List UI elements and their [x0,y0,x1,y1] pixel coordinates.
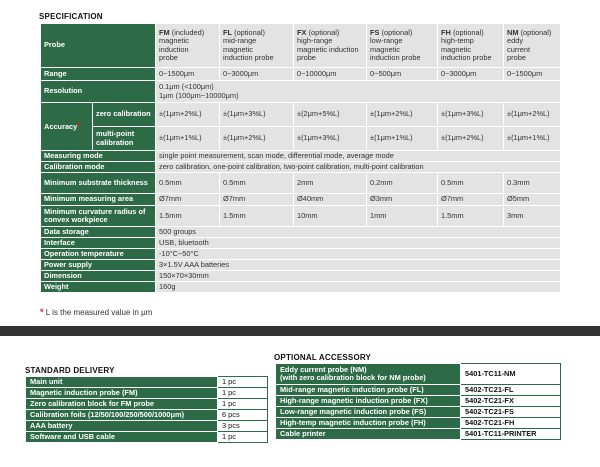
range-value: 0~3000μm [220,68,294,81]
min-curvature-row [41,206,561,227]
accuracy-zero-value: ±(1μm+3%L) [438,103,504,127]
calibration-mode-label: Calibration mode [41,162,156,173]
delivery-item-name: Zero calibration block for FM probe [26,399,218,410]
measuring-mode-row [41,151,561,162]
delivery-item-qty: 1 pc [218,377,268,388]
accessory-item-name: High-temp magnetic induction probe (FH) [276,418,461,429]
calibration-mode-row [41,162,561,173]
specification-table [40,23,561,293]
min-area-value: Ø5mm [504,194,561,206]
power-value: 3×1.5V AAA batteries [156,260,561,271]
min-substrate-value: 0.5mm [156,173,220,194]
accessory-item-name: High-range magnetic induction probe (FX) [276,396,461,407]
accessory-item [276,418,561,429]
accuracy-multi-value: ±(1μm+2%L) [220,127,294,151]
min-substrate-value: 0.3mm [504,173,561,194]
accuracy-zero-value: ±(1μm+3%L) [220,103,294,127]
dimension-label: Dimension [41,271,156,282]
accessory-item-name: Cable printer [276,429,461,440]
interface-label: Interface [41,238,156,249]
accuracy-multi-value: ±(1μm+1%L) [367,127,438,151]
probe-fs: FS (optional) low-range magnetic induction probe [367,24,438,68]
data-storage-row [41,227,561,238]
probe-nm: NM (optional) eddy current probe [504,24,561,68]
op-temp-value: -10°C~50°C [156,249,561,260]
accuracy-multi-value: ±(1μm+2%L) [438,127,504,151]
delivery-item [26,432,268,443]
data-storage-label: Data storage [41,227,156,238]
min-substrate-label: Minimum substrate thickness [41,173,156,194]
accessory-item [276,407,561,418]
min-curvature-value: 10mm [294,206,367,227]
min-curvature-value: 1.5mm [156,206,220,227]
min-area-value: Ø7mm [220,194,294,206]
accessory-item-code: 5402-TC21-FH [461,418,561,429]
probe-fm: FM (included) magnetic induction probe [156,24,220,68]
delivery-item-name: Magnetic induction probe (FM) [26,388,218,399]
min-area-row [41,194,561,206]
accessory-item-code: 5402-TC21-FL [461,385,561,396]
delivery-item-qty: 6 pcs [218,410,268,421]
min-curvature-value: 1mm [367,206,438,227]
accuracy-zero-row [41,103,561,127]
range-value: 0~500μm [367,68,438,81]
accessory-item-code: 5402-TC21-FS [461,407,561,418]
accuracy-zero-value: ±(1μm+2%L) [156,103,220,127]
probe-label: Probe [41,24,156,68]
range-value: 0~1500μm [156,68,220,81]
power-label: Power supply [41,260,156,271]
dimension-row [41,271,561,282]
probe-row [41,24,561,68]
accessory-item [276,385,561,396]
interface-row [41,238,561,249]
optional-accessory-heading: OPTIONAL ACCESSORY [274,353,372,362]
measuring-mode-value: single point measurement, scan mode, differential mode, average mode [156,151,561,162]
standard-delivery-table [25,376,268,443]
footnote: * L is the measured value in μm [40,307,153,317]
dimension-value: 150×70×30mm [156,271,561,282]
optional-accessory-table [275,363,561,440]
min-substrate-value: 0.2mm [367,173,438,194]
min-area-value: Ø3mm [367,194,438,206]
accessory-item [276,429,561,440]
accuracy-multi-value: ±(1μm+3%L) [294,127,367,151]
accuracy-multi-value: ±(1μm+1%L) [504,127,561,151]
delivery-item-name: Main unit [26,377,218,388]
range-value: 0~10000μm [294,68,367,81]
min-substrate-value: 0.5mm [438,173,504,194]
min-curvature-value: 1.5mm [438,206,504,227]
accessory-item [276,396,561,407]
min-area-value: Ø40mm [294,194,367,206]
accuracy-zero-value: ±(2μm+5%L) [294,103,367,127]
data-storage-value: 500 groups [156,227,561,238]
delivery-item-qty: 1 pc [218,432,268,443]
accessory-item-name: Low-range magnetic induction probe (FS) [276,407,461,418]
power-row [41,260,561,271]
accuracy-zero-label: zero calibration [93,103,156,127]
min-substrate-value: 0.5mm [220,173,294,194]
delivery-item [26,377,268,388]
accessory-item-code: 5401-TC11-NM [461,364,561,385]
weight-row [41,282,561,293]
delivery-item [26,410,268,421]
min-area-value: Ø7mm [156,194,220,206]
probe-fx: FX (optional) high-range magnetic induction probe [294,24,367,68]
resolution-value: 0.1μm (<100μm) 1μm (100μm~10000μm) [156,81,561,103]
delivery-item-name: AAA battery [26,421,218,432]
resolution-label: Resolution [41,81,156,103]
accessory-item [276,364,561,385]
min-substrate-row [41,173,561,194]
accuracy-label: Accuracy* [41,103,93,151]
min-area-value: Ø7mm [438,194,504,206]
accessory-item-name: Mid-range magnetic induction probe (FL) [276,385,461,396]
specification-heading: SPECIFICATION [39,12,103,21]
calibration-mode-value: zero calibration, one-point calibration, two-point calibration, multi-point calibration [156,162,561,173]
delivery-item-name: Calibration foils (12/50/100/250/500/1000μm) [26,410,218,421]
probe-fh: FH (optional) high-temp magnetic induction probe [438,24,504,68]
delivery-item [26,399,268,410]
range-row [41,68,561,81]
standard-delivery-heading: STANDARD DELIVERY [25,366,115,375]
min-curvature-label: Minimum curvature radius of convex workpiece [41,206,156,227]
accessory-item-code: 5401-TC11-PRINTER [461,429,561,440]
min-curvature-value: 1.5mm [220,206,294,227]
delivery-item-qty: 1 pc [218,388,268,399]
op-temp-label: Operation temperature [41,249,156,260]
delivery-item-qty: 3 pcs [218,421,268,432]
accuracy-multi-value: ±(1μm+1%L) [156,127,220,151]
weight-value: 160g [156,282,561,293]
interface-value: USB, bluetooth [156,238,561,249]
measuring-mode-label: Measuring mode [41,151,156,162]
range-value: 0~3000μm [438,68,504,81]
accessory-item-code: 5402-TC21-FX [461,396,561,407]
min-area-label: Minimum measuring area [41,194,156,206]
accessory-item-name: Eddy current probe (NM) (with zero calibration block for NM probe) [276,364,461,385]
min-curvature-value: 3mm [504,206,561,227]
op-temp-row [41,249,561,260]
delivery-item [26,388,268,399]
range-value: 0~1500μm [504,68,561,81]
range-label: Range [41,68,156,81]
min-substrate-value: 2mm [294,173,367,194]
resolution-row [41,81,561,103]
delivery-item [26,421,268,432]
delivery-item-qty: 1 pc [218,399,268,410]
section-divider [0,326,600,336]
delivery-item-name: Software and USB cable [26,432,218,443]
accuracy-zero-value: ±(1μm+2%L) [367,103,438,127]
probe-fl: FL (optional) mid-range magnetic induction probe [220,24,294,68]
accuracy-multi-label: multi-point calibration [93,127,156,151]
weight-label: Weight [41,282,156,293]
accuracy-multi-row [41,127,561,151]
accuracy-zero-value: ±(1μm+2%L) [504,103,561,127]
